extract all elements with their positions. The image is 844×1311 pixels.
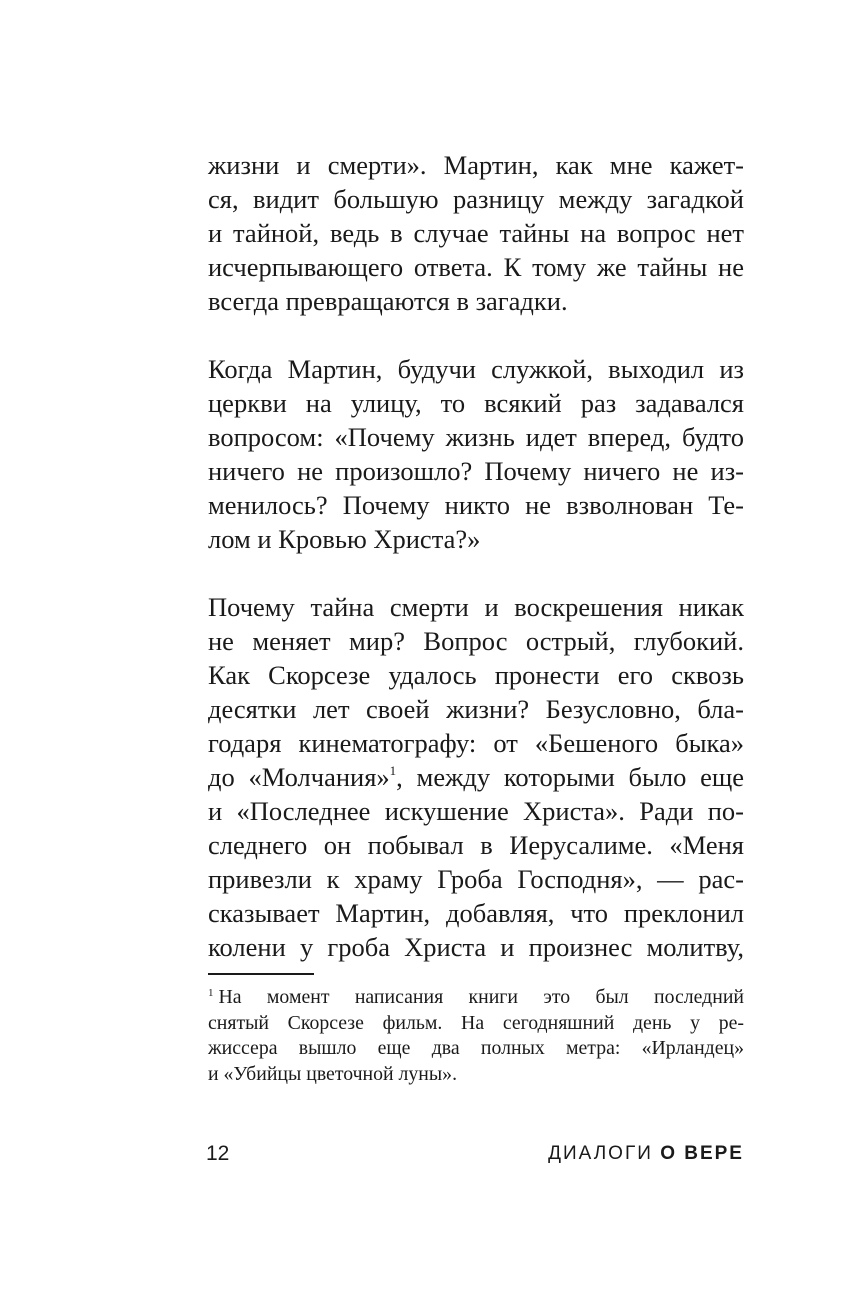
text-line: Почему тайна смерти и воскрешения никак bbox=[208, 592, 744, 622]
text-line: и тайной, ведь в случае тайны на вопрос нет bbox=[208, 218, 744, 248]
text-line: жизни и смерти». Мартин, как мне кажет- bbox=[208, 150, 744, 180]
paragraph-1 bbox=[208, 148, 744, 318]
text-line: и «Последнее искушение Христа». Ради по- bbox=[208, 796, 744, 826]
page-number: 12 bbox=[206, 1142, 230, 1165]
text-line: сказывает Мартин, добавляя, что преклонил bbox=[208, 898, 744, 928]
text-line: Как Скорсезе удалось пронести его сквозь bbox=[208, 660, 744, 690]
text-line: церкви на улицу, то всякий раз задавался bbox=[208, 388, 744, 418]
footnote-line: и «Убийцы цветочной луны». bbox=[208, 1062, 458, 1085]
text-line: менилось? Почему никто не взволнован Те- bbox=[208, 490, 744, 520]
footnote-reference[interactable]: 1 bbox=[389, 763, 397, 778]
paragraph-2 bbox=[208, 352, 744, 556]
text-line: колени у гроба Христа и произнес молитву, bbox=[208, 932, 744, 962]
running-title bbox=[548, 1141, 744, 1167]
text-line: всегда превращаются в загадки. bbox=[208, 286, 568, 316]
footnote-text: На момент написания книги это был последний bbox=[218, 986, 744, 1008]
text-line: следнего он побывал в Иерусалиме. «Меня bbox=[208, 830, 744, 860]
running-title-bold: О ВЕРЕ bbox=[660, 1143, 744, 1164]
text-line: вопросом: «Почему жизнь идет вперед, будто bbox=[208, 422, 744, 452]
text-line: годаря кинематографу: от «Бешеного быка» bbox=[208, 728, 744, 758]
text-segment: , между которыми было еще bbox=[396, 762, 745, 792]
footnote-divider bbox=[208, 973, 314, 975]
running-title-regular: ДИАЛОГИ bbox=[548, 1143, 661, 1164]
text-line bbox=[208, 760, 744, 794]
text-segment: до «Молчания» bbox=[208, 762, 390, 792]
text-line: привезли к храму Гроба Господня», — рас- bbox=[208, 864, 744, 894]
main-text bbox=[208, 148, 744, 964]
footnote bbox=[208, 985, 744, 1087]
footnote-line bbox=[208, 985, 744, 1011]
text-line: исчерпывающего ответа. К тому же тайны не bbox=[208, 252, 744, 282]
footnote-line: жиссера вышло еще два полных метра: «Ирландец» bbox=[208, 1037, 744, 1059]
paragraph-3 bbox=[208, 590, 744, 964]
footnote-line: снятый Скорсезе фильм. На сегодняшний день у ре- bbox=[208, 1011, 744, 1034]
text-line: ничего не произошло? Почему ничего не из- bbox=[208, 456, 744, 486]
text-line: Когда Мартин, будучи служкой, выходил из bbox=[208, 354, 744, 384]
footnote-mark: 1 bbox=[208, 987, 214, 999]
text-line: не меняет мир? Вопрос острый, глубокий. bbox=[208, 626, 744, 656]
text-line: лом и Кровью Христа?» bbox=[208, 524, 481, 554]
text-line: десятки лет своей жизни? Безусловно, бла- bbox=[208, 694, 744, 724]
text-line: ся, видит большую разницу между загадкой bbox=[208, 184, 744, 214]
